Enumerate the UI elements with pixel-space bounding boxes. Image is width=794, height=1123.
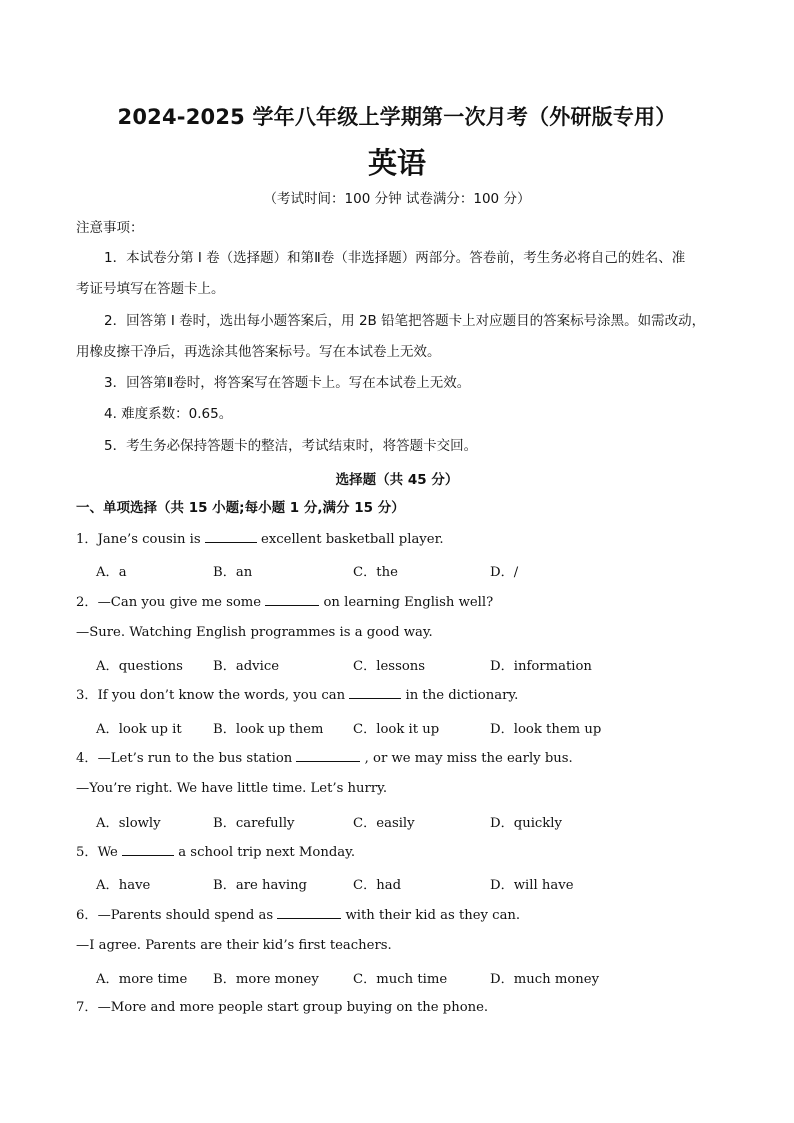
answer-option: C．had <box>353 878 402 893</box>
answer-option: C．lessons <box>353 659 426 674</box>
answer-blank <box>277 906 341 919</box>
notice-heading: 注意事项： <box>76 220 144 236</box>
answer-option: B．more money <box>213 972 319 987</box>
answer-blank <box>122 843 174 856</box>
stem-text: —I agree. Parents are their kid’s first teachers. <box>76 938 392 953</box>
question-stem <box>76 906 520 925</box>
answer-option: A．more time <box>96 972 188 987</box>
notice-item: 5．考生务必保持答题卡的整洁，考试结束时，将答题卡交回。 <box>104 438 478 454</box>
answer-option: D．quickly <box>490 816 562 831</box>
question-line <box>76 780 387 798</box>
answer-option: A．have <box>96 878 151 893</box>
subject-title: 英语 <box>367 146 426 180</box>
stem-text: 5．We <box>76 845 123 860</box>
notice-item: 4. 难度系数：0.65。 <box>104 406 233 422</box>
answer-option: C．much time <box>353 972 448 987</box>
question-stem <box>76 843 355 862</box>
notice-item: 3．回答第Ⅱ卷时，将答案写在答题卡上。写在本试卷上无效。 <box>104 375 471 391</box>
stem-text: excellent basketball player. <box>256 532 444 547</box>
answer-option: B．an <box>213 565 253 580</box>
stem-text: on learning English well? <box>319 595 494 610</box>
answer-option: A．slowly <box>96 816 161 831</box>
question-stem <box>76 686 518 705</box>
answer-option: C．the <box>353 565 398 580</box>
answer-option: B．carefully <box>213 816 295 831</box>
answer-option: A．a <box>96 565 127 580</box>
answer-blank <box>205 530 257 543</box>
stem-text: a school trip next Monday. <box>174 845 356 860</box>
part-title: 一、单项选择（共 15 小题;每小题 1 分,满分 15 分） <box>76 500 405 516</box>
answer-option: D．information <box>490 659 592 674</box>
question-line <box>76 624 433 642</box>
answer-option: B．are having <box>213 878 307 893</box>
answer-blank <box>265 593 319 606</box>
answer-option: D．much money <box>490 972 600 987</box>
stem-text: —You’re right. We have little time. Let’s hurry. <box>76 781 388 796</box>
answer-blank <box>296 749 360 762</box>
stem-text: —Sure. Watching English programmes is a good way. <box>76 625 433 640</box>
answer-option: A．look up it <box>96 722 182 737</box>
question-stem <box>76 749 573 768</box>
stem-text: 3．If you don’t know the words, you can <box>76 688 350 703</box>
stem-text: in the dictionary. <box>401 688 519 703</box>
answer-option: B．look up them <box>213 722 324 737</box>
stem-text: 7．—More and more people start group buying on the phone. <box>76 1000 489 1015</box>
question-stem <box>76 593 493 612</box>
answer-option: B．advice <box>213 659 280 674</box>
answer-option: C．easily <box>353 816 415 831</box>
answer-option: C．look it up <box>353 722 440 737</box>
answer-option: A．questions <box>96 659 183 674</box>
question-stem <box>76 530 444 549</box>
question-line <box>76 937 392 955</box>
answer-option: D．will have <box>490 878 574 893</box>
notice-item: 1．本试卷分第 I 卷（选择题）和第Ⅱ卷（非选择题）两部分。答卷前，考生务必将自己的姓名、准 <box>104 250 686 266</box>
answer-blank <box>349 686 401 699</box>
section-title: 选择题（共 45 分） <box>335 472 459 488</box>
stem-text: 1．Jane’s cousin is <box>76 532 205 547</box>
notice-item: 2．回答第 I 卷时，选出每小题答案后，用 2B 铅笔把答题卡上对应题目的答案标号涂黑。如需改动， <box>104 313 706 329</box>
exam-meta: （考试时间：100 分钟 试卷满分：100 分） <box>263 191 531 207</box>
question-stem <box>76 999 488 1017</box>
stem-text: 2．—Can you give me some <box>76 595 266 610</box>
stem-text: 6．—Parents should spend as <box>76 908 278 923</box>
stem-text: with their kid as they can. <box>341 908 521 923</box>
stem-text: 4．—Let’s run to the bus station <box>76 751 297 766</box>
notice-item: 考证号填写在答题卡上。 <box>76 281 225 297</box>
exam-title: 2024-2025 学年八年级上学期第一次月考（外研版专用） <box>117 105 677 129</box>
answer-option: D．look them up <box>490 722 602 737</box>
answer-option: D．/ <box>490 565 519 580</box>
notice-item: 用橡皮擦干净后，再选涂其他答案标号。写在本试卷上无效。 <box>76 344 441 360</box>
stem-text: , or we may miss the early bus. <box>360 751 573 766</box>
